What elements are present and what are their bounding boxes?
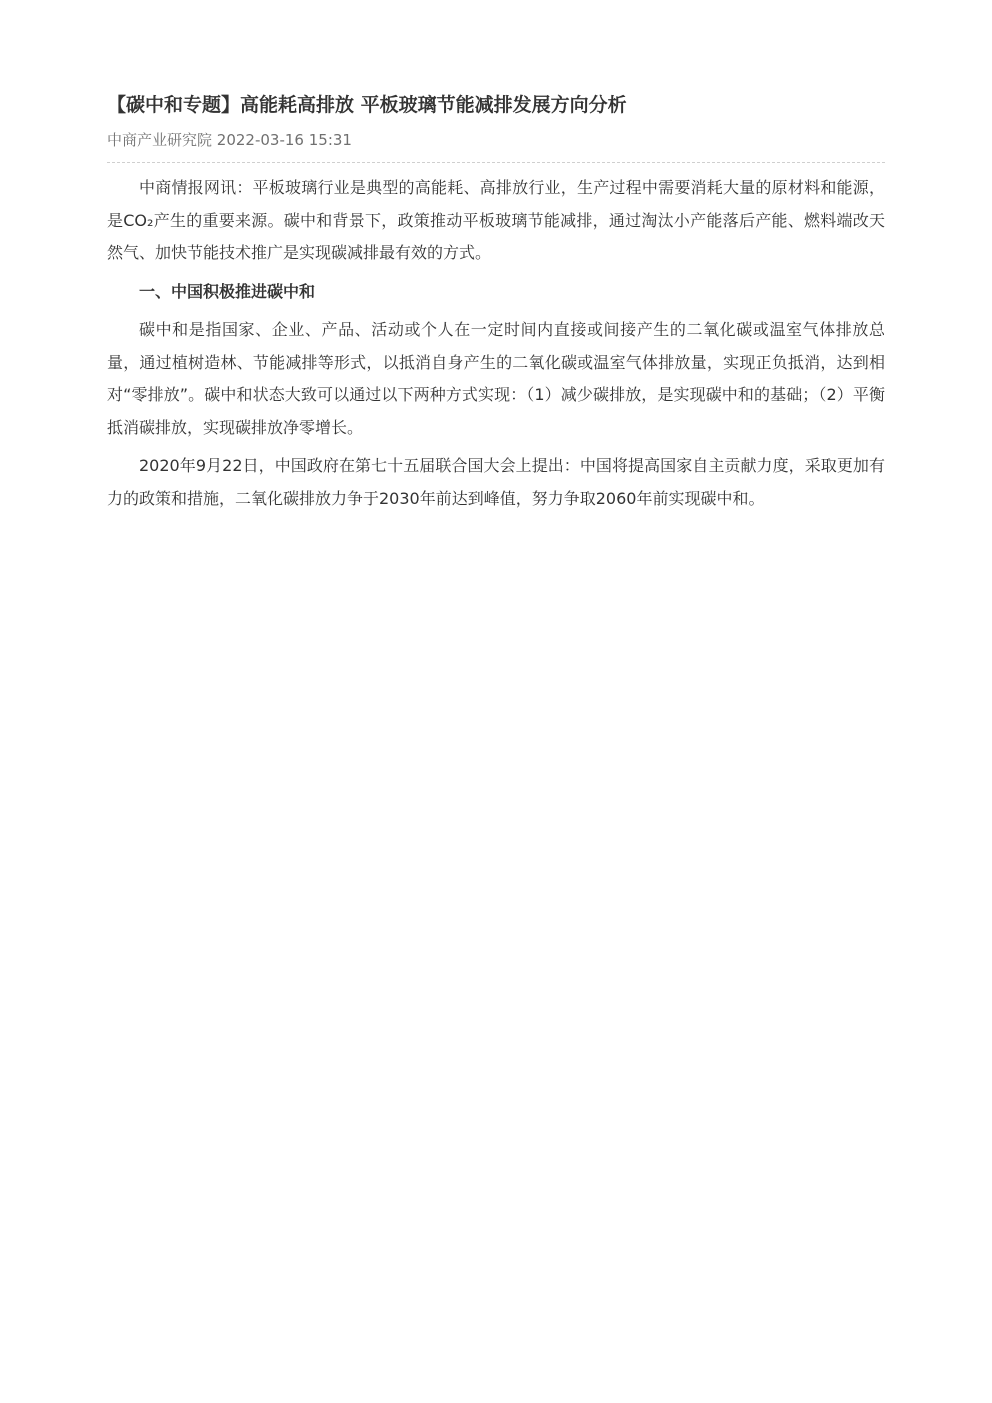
article-body [107,172,885,515]
article-datetime: 2022-03-16 15:31 [216,131,352,149]
article [107,88,885,521]
body-paragraph: 2020年9月22日，中国政府在第七十五届联合国大会上提出：中国将提高国家自主贡献力度，采取更加有力的政策和措施，二氧化碳排放力争于2030年前达到峰值，努力争取2060年前实现碳中和。 [107,456,885,508]
section-heading: 一、中国积极推进碳中和 [139,281,316,301]
article-meta [107,128,885,163]
article-title: 【碳中和专题】高能耗高排放 平板玻璃节能减排发展方向分析 [107,94,627,116]
body-paragraph: 碳中和是指国家、企业、产品、活动或个人在一定时间内直接或间接产生的二氧化碳或温室气体排放总量，通过植树造林、节能减排等形式，以抵消自身产生的二氧化碳或温室气体排放量，实现正负抵消，达到相对“零排放”。碳中和状态大致可以通过以下两种方式实现：（1）减少碳排放，是实现碳中和的基础；（2）平衡抵消碳排放，实现碳排放净零增长。 [107,320,885,437]
article-source: 中商产业研究院 [107,131,213,149]
intro-paragraph: 中商情报网讯：平板玻璃行业是典型的高能耗、高排放行业，生产过程中需要消耗大量的原材料和能源，是CO₂产生的重要来源。碳中和背景下，政策推动平板玻璃节能减排，通过淘汰小产能落后产能、燃料端改天然气、加快节能技术推广是实现碳减排最有效的方式。 [107,178,885,262]
